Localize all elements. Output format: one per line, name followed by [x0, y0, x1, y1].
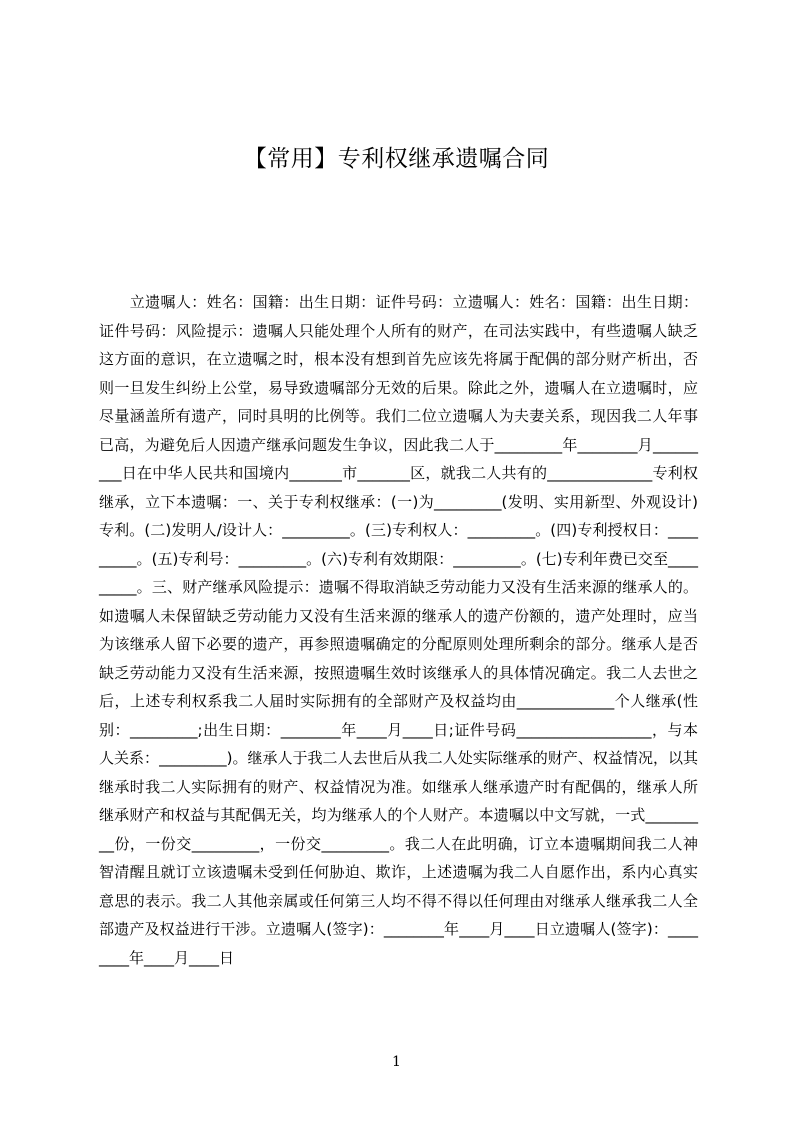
page-number: 1	[392, 1054, 401, 1070]
document-title: 【常用】专利权继承遗嘱合同	[243, 146, 550, 172]
document-body-paragraph: 立遗嘱人：姓名：国籍：出生日期：证件号码：立遗嘱人：姓名：国籍：出生日期：证件号码：风险提示：遗嘱人只能处理个人所有的财产，在司法实践中，有些遗嘱人缺乏这方面的意识，在立遗嘱之时，根本没有想到首先应该先将属于配偶的部分财产析出，否则一旦发生纠纷上公堂，易导致遗嘱部分无效的后果。除此之外，遗嘱人在立遗嘱时，应尽量涵盖所有遗产，同时具明的比例等。我们二位立遗嘱人为夫妻关系，现因我二人年事已高，为避免后人因遗产继承问题发生争议，因此我二人于_________年________月_________日在中华人民共和国境内_______市_______区，就我二人共有的______________专利权继承，立下本遗嘱：一、关于专利权继承：(一)为_________(发明、实用新型、外观设计)专利。(二)发明人/设计人：_________。(三)专利权人：_________。(四)专利授权日：_________。(五)专利号：_________。(六)专利有效期限：_________。(七)专利年费已交至_________。三、财产继承风险提示：遗嘱不得取消缺乏劳动能力又没有生活来源的继承人的。如遗嘱人未保留缺乏劳动能力又没有生活来源的继承人的遗产份额的，遗产处理时，应当为该继承人留下必要的遗产，再参照遗嘱确定的分配原则处理所剩余的部分。继承人是否缺乏劳动能力又没有生活来源，按照遗嘱生效时该继承人的具体情况确定。我二人去世之后，上述专利权系我二人届时实际拥有的全部财产及权益均由_____________个人继承(性别：_________;出生日期：________年____月____日;证件号码__________________，与本人关系：_________)。继承人于我二人去世后从我二人处实际继承的财产、权益情况，以其继承时我二人实际拥有的财产、权益情况为准。如继承人继承遗产时有配偶的，继承人所继承财产和权益与其配偶无关，均为继承人的个人财产。本遗嘱以中文写就，一式_________份，一份交_________，一份交_________。我二人在此明确，订立本遗嘱期间我二人神智清醒且就订立该遗嘱未受到任何胁迫、欺诈，上述遗嘱为我二人自愿作出，系内心真实意思的表示。我二人其他亲属或任何第三人均不得不得以任何理由对继承人继承我二人全部遗产及权益进行干涉。立遗嘱人(签字)：________年____月____日立遗嘱人(签字)：________年____月____日	[99, 293, 698, 967]
